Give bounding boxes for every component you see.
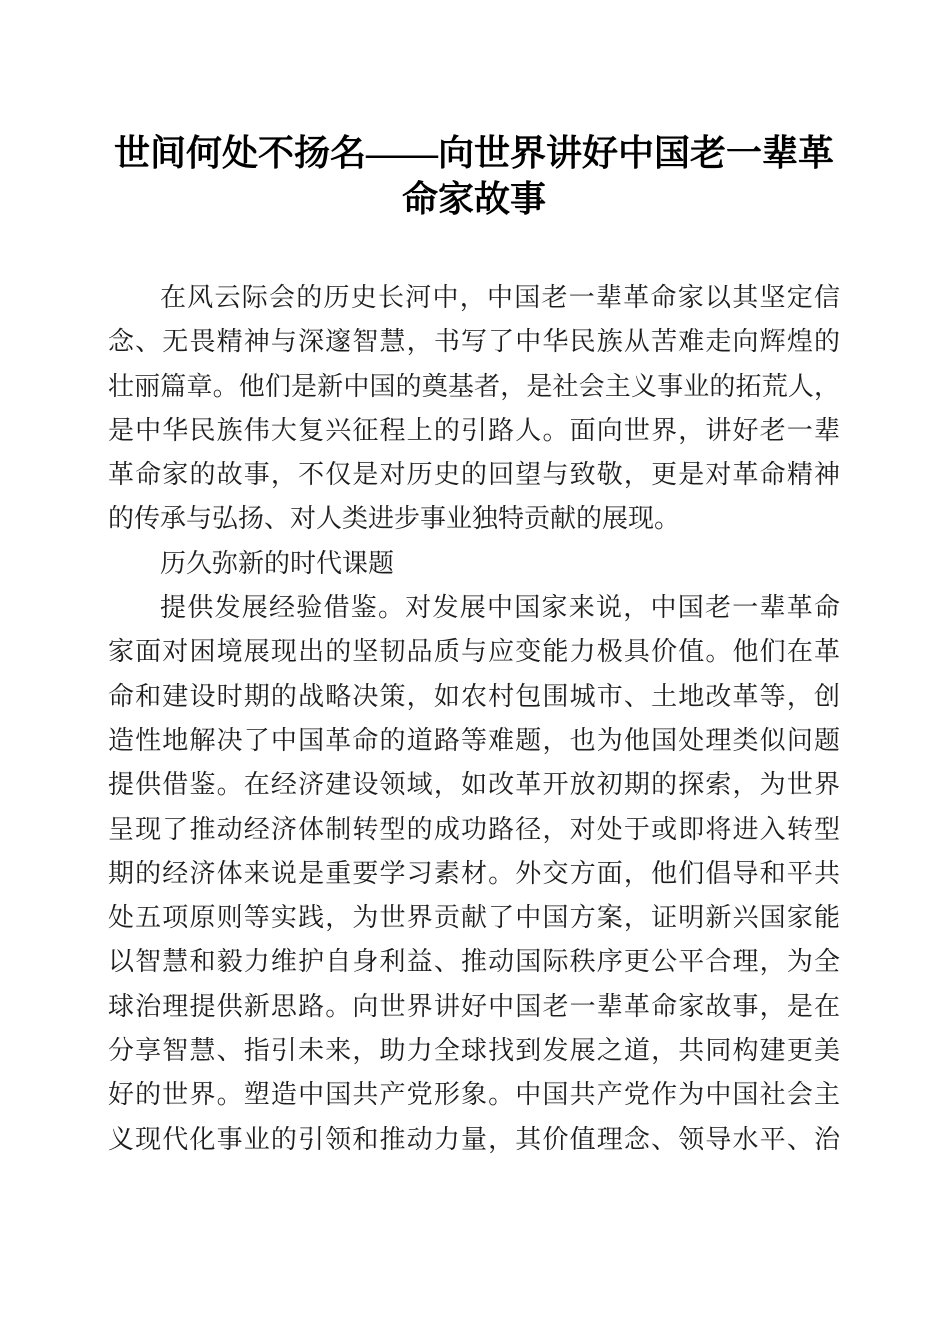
text-line: 革命家的故事，不仅是对历史的回望与致敬，更是对革命精神 — [108, 460, 840, 490]
text-line: 念、无畏精神与深邃智慧，书写了中华民族从苦难走向辉煌的 — [108, 327, 840, 357]
text-line: 造性地解决了中国革命的道路等难题，也为他国处理类似问题 — [108, 725, 840, 755]
document-title: 世间何处不扬名——向世界讲好中国老一辈革命家故事 — [113, 133, 834, 219]
text-line: 好的世界。塑造中国共产党形象。中国共产党作为中国社会主 — [108, 1080, 840, 1110]
paragraph — [108, 542, 840, 586]
paragraph — [108, 586, 840, 1162]
text-line: 分享智慧、指引未来，助力全球找到发展之道，共同构建更美 — [108, 1036, 840, 1066]
text-line: 期的经济体来说是重要学习素材。外交方面，他们倡导和平共 — [108, 858, 840, 888]
text-line: 呈现了推动经济体制转型的成功路径，对处于或即将进入转型 — [108, 814, 840, 844]
text-line: 的传承与弘扬、对人类进步事业独特贡献的展现。 — [108, 504, 681, 534]
text-line: 提供借鉴。在经济建设领域，如改革开放初期的探索，为世界 — [108, 770, 840, 800]
text-line: 处五项原则等实践，为世界贡献了中国方案，证明新兴国家能 — [108, 903, 840, 933]
text-line: 命和建设时期的战略决策，如农村包围城市、土地改革等，创 — [108, 681, 840, 711]
text-line: 义现代化事业的引领和推动力量，其价值理念、领导水平、治 — [108, 1124, 840, 1154]
text-line: 以智慧和毅力维护自身利益、推动国际秩序更公平合理，为全 — [108, 947, 840, 977]
paragraph — [108, 276, 840, 542]
text-line: 家面对困境展现出的坚韧品质与应变能力极具价值。他们在革 — [108, 637, 840, 667]
document-body — [108, 276, 840, 1162]
document-content — [108, 130, 840, 1162]
text-line: 是中华民族伟大复兴征程上的引路人。面向世界，讲好老一辈 — [108, 415, 840, 445]
text-line: 历久弥新的时代课题 — [160, 548, 395, 578]
text-line: 提供发展经验借鉴。对发展中国家来说，中国老一辈革命 — [160, 593, 840, 623]
text-line: 球治理提供新思路。向世界讲好中国老一辈革命家故事，是在 — [108, 991, 840, 1021]
text-line: 在风云际会的历史长河中，中国老一辈革命家以其坚定信 — [160, 283, 840, 312]
text-line: 壮丽篇章。他们是新中国的奠基者，是社会主义事业的拓荒人， — [108, 371, 840, 401]
